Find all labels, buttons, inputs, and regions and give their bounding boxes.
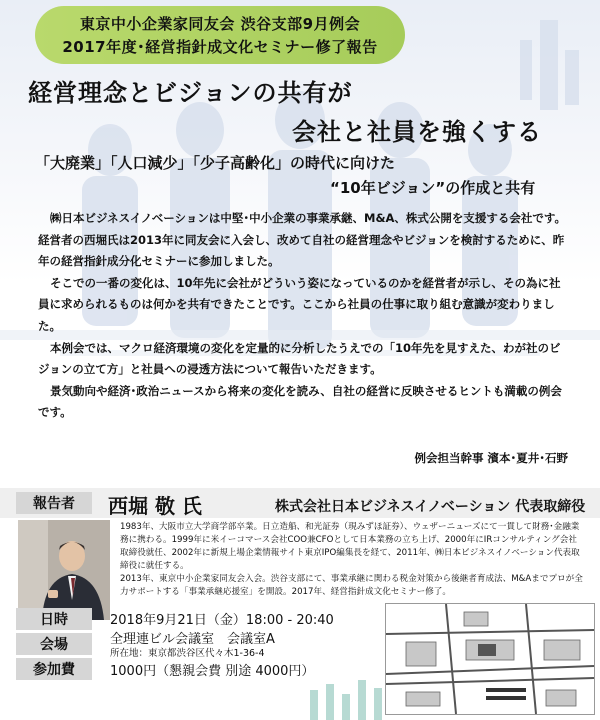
date-value: 2018年9月21日（金）18:00 - 20:40 [110,613,334,628]
speaker-organization: 株式会社日本ビジネスイノベーション 代表取締役 [275,499,586,515]
banner-line-2: 2017年度･経営指針成文化セミナー修了報告 [62,38,378,56]
fee-label: 参加費 [16,658,92,680]
subtitle-line-2: “10年ビジョン”の作成と共有 [330,179,536,197]
description-paragraph-2: そこでの一番の変化は、10年先に会社がどういう姿になっているのかを経営者が示し、その為に社員に求められるものは何かを共有できたことです。ここから社員の仕事に取り組む意識が変わりました。 [38,275,561,333]
speaker-bio-paragraph-2: 2013年、東京中小企業家同友会入会。渋谷支部にて、事業承継に関わる税金対策から後継者育成法、M&Aまでプロが全力サポートする「事業承継応援室」を開設。2017年、経営指針成文化セミナー修了。 [120,574,583,597]
description-paragraph-3: 本例会では、マクロ経済環境の変化を定量的に分析したうえでの「10年先を見すえた、わが社のビジョンの立て方」と社員への浸透方法について報告いただきます。 [38,340,561,377]
organizer-signature: 例会担当幹事 濱本･夏井･石野 [414,451,568,465]
date-label: 日時 [16,608,92,630]
venue-label: 会場 [16,633,92,655]
decorative-bars [270,680,430,720]
description-text [38,208,570,424]
venue-address: 所在地：東京都渋谷区代々木1-36-4 [110,648,265,659]
description-paragraph-1: ㈱日本ビジネスイノベーションは中堅･中小企業の事業承継、M&A、株式公開を支援する会社です。経営者の西堀氏は2013年に同友会に入会し、改めて自社の経営理念やビジョンを検討するために、昨年の経営指針成分化セミナーに参加しました。 [38,211,567,269]
speaker-photo-figure [18,520,110,620]
subtitle-line-1: 「大廃業」「人口減少」「少子高齢化」の時代に向けた [35,154,396,172]
speaker-biography [120,521,585,599]
fee-value: 1000円（懇親会費 別途 4000円） [110,664,315,679]
speaker-name: 西堀 敬 氏 [108,494,202,518]
speaker-bio-paragraph-1: 1983年、大阪市立大学商学部卒業。日立造船、和光証券（現みずほ証券）、ウェザーニューズにて一貫して財務･金融業務に携わる。1999年に米イーコマース会社COO兼CFOとして日本業務の立ち上げ、2000年にIRコンサルティング会社取締役就任、2002年に新規上場企業情報サイト東京IPO編集長を経て、2011年、㈱日本ビジネスイノベーション代表取締役に就任する。 [120,522,580,571]
banner-line-1: 東京中小企業家同友会 渋谷支部9月例会 [79,15,361,33]
speaker-label: 報告者 [16,492,92,514]
venue-value: 全理連ビル会議室 会議室A [110,632,275,647]
main-title-line-2: 会社と社員を強くする [292,118,542,146]
description-paragraph-4: 景気動向や経済･政治ニュースから将来の変化を読み、自社の経営に反映させるヒントも満載の例会です。 [38,383,562,420]
main-title-line-1: 経営理念とビジョンの共有が [28,79,353,107]
event-banner [35,6,405,64]
speaker-photo [18,520,110,620]
